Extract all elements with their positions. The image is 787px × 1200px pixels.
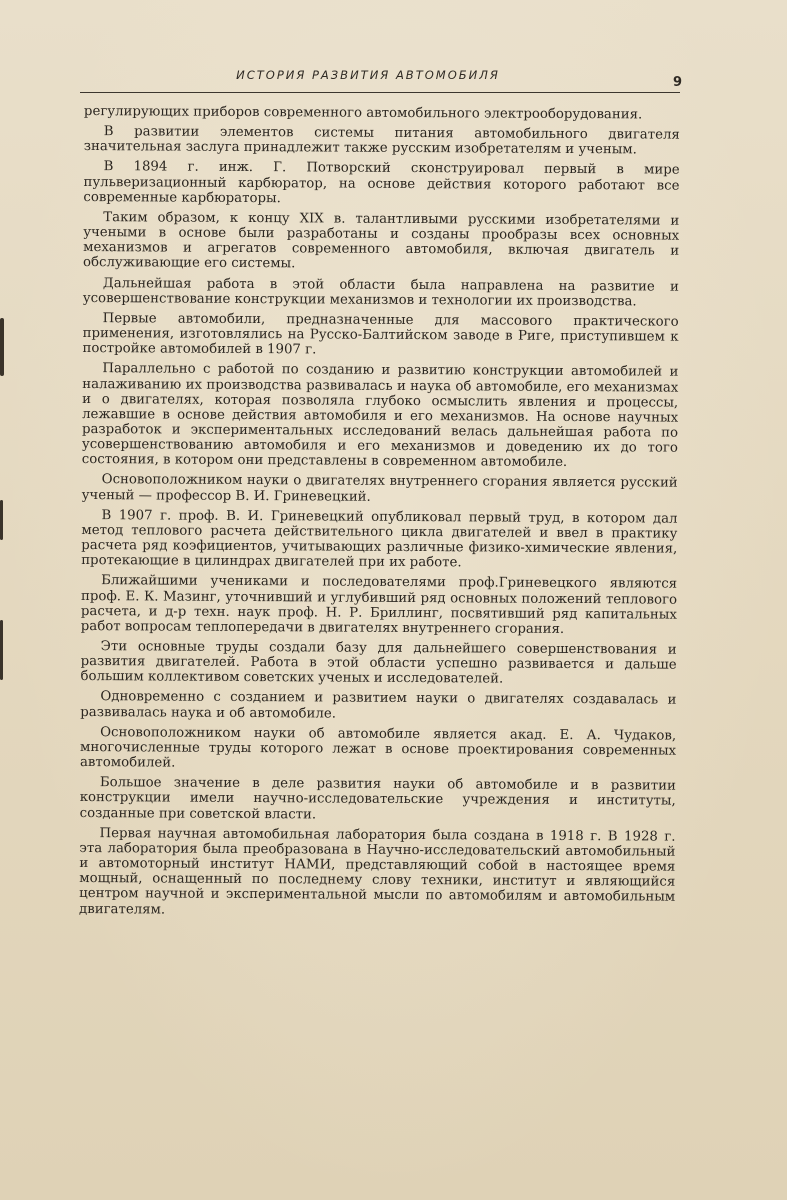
running-title: ИСТОРИЯ РАЗВИТИЯ АВТОМОБИЛЯ [236,68,500,82]
paragraph: Первые автомобили, предназначенные для массового практического применения, изготовлялись на Русско-Балтийском заводе в Риге, приступившем к постройке автомобилей в 1907 г. [82,310,679,358]
paragraph: Ближайшими учениками и последователями проф.Гриневецкого являются проф. Е. К. Мазинг, уточнивший и углубивший ряд основных положений теплового расчета, и д-р техн. наук проф. Н. Р. Бриллинг, посвятивший ряд капитальных работ вопросам теплопередачи в двигателях внутреннего сгорания. [80,573,678,637]
paragraph: В 1907 г. проф. В. И. Гриневецкий опубликовал первый труд, в котором дал метод теплового расчета действительного цикла двигателей и ввел в практику расчета ряд коэфициентов, учитывающих различные физико-химические явления, протекающие в цилиндрах двигателей при их работе. [81,507,678,571]
paragraph: Эти основные труды создали базу для дальнейшего совершенствования и развития двигателей. Работа в этой области успешно развивается и дальше большим коллективом советских ученых и исследователей. [80,639,677,687]
paragraph: регулирующих приборов современного автомобильного электрооборудования. [83,104,643,123]
page-edge-mark [0,318,4,376]
page-header [80,66,680,93]
paragraph: Основоположником науки о двигателях внутреннего сгорания является русский ученый — профессор В. И. Гриневецкий. [81,472,678,505]
paragraph: Первая научная автомобильная лаборатория была создана в 1918 г. В 1928 г. эта лаборатория была преобразована в Научно-исследовательский автомобильный и автомоторный институт НАМИ, представляющий собой в настоящее время мощный, оснащенный по последнему слову техники, институт и являющийся центром научной и экспериментальной мысли по автомобилям и автомобильным двигателям. [79,825,676,918]
paragraph: В 1894 г. инж. Г. Потворский сконструировал первый в мире пульверизационный карбюратор, на основе действия которого работают все современные карбюраторы. [83,159,680,206]
page-number: 9 [672,75,682,90]
page-edge-mark [0,620,3,680]
paragraph: В развитии элементов системы питания автомобильного двигателя значительная заслуга принадлежит также русским изобретателям и ученым. [83,124,680,158]
page-edge-mark [0,500,3,540]
paragraph: Таким образом, к концу XIX в. талантливыми русскими изобретателями и учеными в основе были разработаны и созданы прообразы всех основных механизмов и агрегатов современного автомобиля, включая двигатель и обслуживающие его системы. [82,210,680,272]
body-text [79,104,680,925]
paragraph: Основоположником науки об автомобиле является акад. Е. А. Чудаков, многочисленные труды которого лежат в основе проектирования современных автомобилей. [79,724,677,771]
paragraph: Дальнейшая работа в этой области была направлена на развитие и усовершенствование конструкции механизмов и технологии их производства. [82,275,679,310]
paragraph: Большое значение в деле развития науки об автомобиле и в развитии конструкции имели научно-исследовательские учреждения и институты, созданные при советской власти. [79,775,676,822]
paragraph: Одновременно с созданием и развитием науки о двигателях создавалась и развивалась наука и об автомобиле. [80,689,677,722]
paragraph: Параллельно с работой по созданию и развитию конструкции автомобилей и налаживанию их производства развивалась и наука об автомобиле, его механизмах и о двигателях, которая позволяла глубоко осмыслить явления и процессы, лежавшие в основе действия автомобиля и его механизмов. На основе научных разработок и экспериментальных исследований велась дальнейшая работа по усовершенствованию автомобиля и его механизмов и доведению их до того состояния, в котором они представлены в современном автомобиле. [81,361,679,471]
